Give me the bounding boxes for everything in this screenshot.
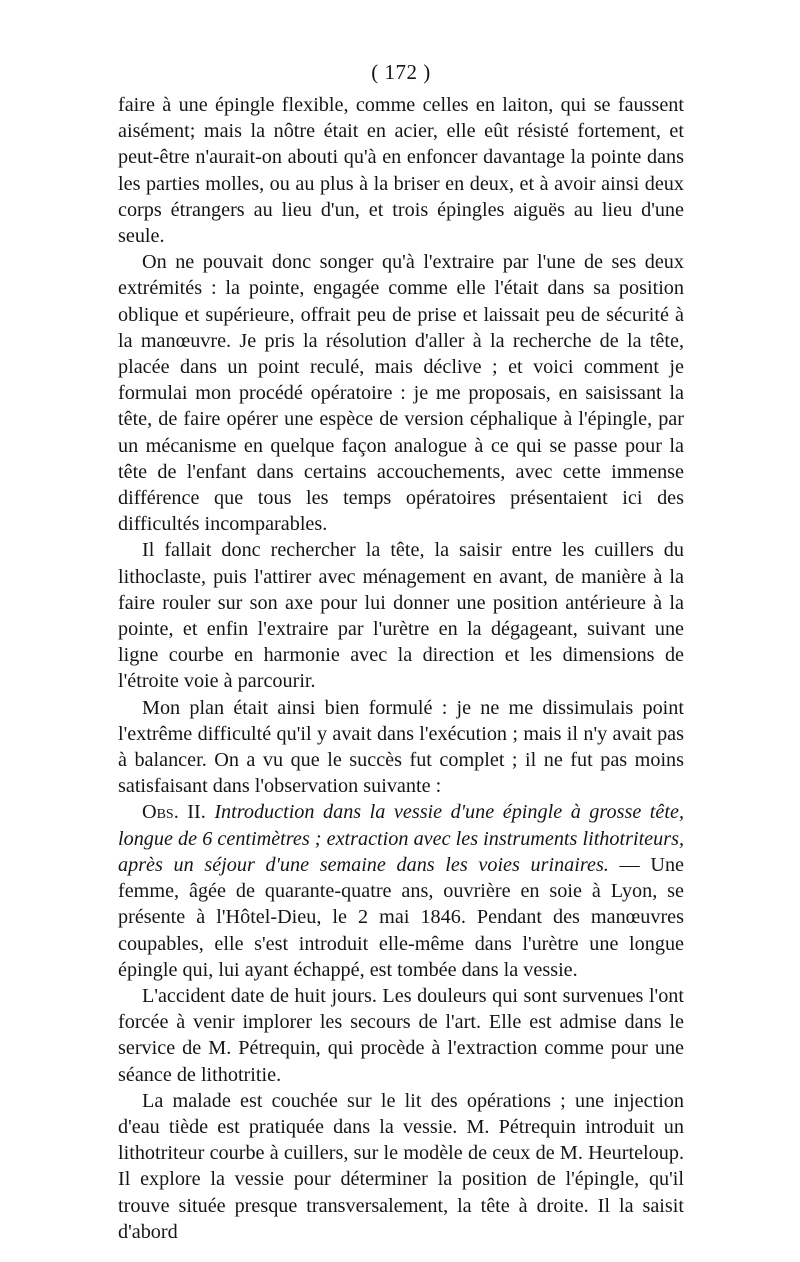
observation-paragraph	[118, 799, 684, 982]
paragraph-4: Mon plan était ainsi bien formulé : je ne me dissimulais point l'extrême difficulté qu'il y avait dans l'exécution ; mais il n'y avait pas à balancer. On a vu que le succès fut complet ; il ne fut pas moins satisfaisant dans l'observation suivante :	[118, 696, 684, 798]
paragraph-1: faire à une épingle flexible, comme celles en laiton, qui se faussent aisément; mais la nôtre était en acier, elle eût résisté fortement, et peut-être n'aurait-on abouti qu'à en enfoncer davantage la pointe dans les parties molles, ou au plus à la briser en deux, et à avoir ainsi deux corps étrangers au lieu d'un, et trois épingles aiguës au lieu d'une seule.	[118, 94, 684, 248]
observation-title: Introduction dans la vessie d'une épingle à grosse tête, longue de 6 centimètres ; extraction avec les instruments lithotriteurs, après un séjour d'une semaine dans les voies urinaires.	[118, 801, 684, 876]
paragraph-3: Il fallait donc rechercher la tête, la saisir entre les cuillers du lithoclaste, puis l'attirer avec ménagement en avant, de manière à la faire rouler sur son axe pour lui donner une position antérieure à la pointe, et enfin l'extraire par l'urètre en la dégageant, suivant une ligne courbe en harmonie avec la direction et les dimensions de l'étroite voie à parcourir.	[118, 539, 684, 693]
paragraph-6: La malade est couchée sur le lit des opérations ; une injection d'eau tiède est pratiquée dans la vessie. M. Pétrequin introduit un lithotriteur courbe à cuillers, sur le modèle de ceux de M. Heurteloup. Il explore la vessie pour déterminer la position de l'épingle, qu'il trouve située presque transversalement, la tête à droite. Il la saisit d'abord	[118, 1089, 684, 1243]
paragraph-5: L'accident date de huit jours. Les douleurs qui sont survenues l'ont forcée à venir implorer les secours de l'art. Elle est admise dans le service de M. Pétrequin, qui procède à l'extraction comme pour une séance de lithotritie.	[118, 984, 684, 1086]
page-number: ( 172 )	[371, 60, 431, 84]
observation-text: Une femme, âgée de quarante-quatre ans, ouvrière en soie à Lyon, se présente à l'Hôtel-Dieu, le 2 mai 1846. Pendant des manœuvres coupables, elle s'est introduit elle-même dans l'urètre une longue épingle qui, lui ayant échappé, est tombée dans la vessie.	[118, 853, 685, 981]
paragraph-2: On ne pouvait donc songer qu'à l'extraire par l'une de ses deux extrémités : la pointe, engagée comme elle l'était dans sa position oblique et supérieure, offrait peu de prise et laissait peu de sécurité à la manœuvre. Je pris la résolution d'aller à la recherche de la tête, placée dans un point reculé, mais déclive ; et voici comment je formulai mon procédé opératoire : je me proposais, en saisissant la tête, de faire opérer une espèce de version céphalique à l'épingle, par un mécanisme en quelque façon analogue à ce qui se passe pour la tête de l'enfant dans certains accouchements, avec cette immense différence que tous les temps opératoires présentaient ici des difficultés incomparables.	[118, 251, 684, 536]
book-page	[118, 58, 684, 1245]
observation-label: Obs. II.	[142, 801, 206, 824]
observation-dash: —	[608, 853, 651, 876]
